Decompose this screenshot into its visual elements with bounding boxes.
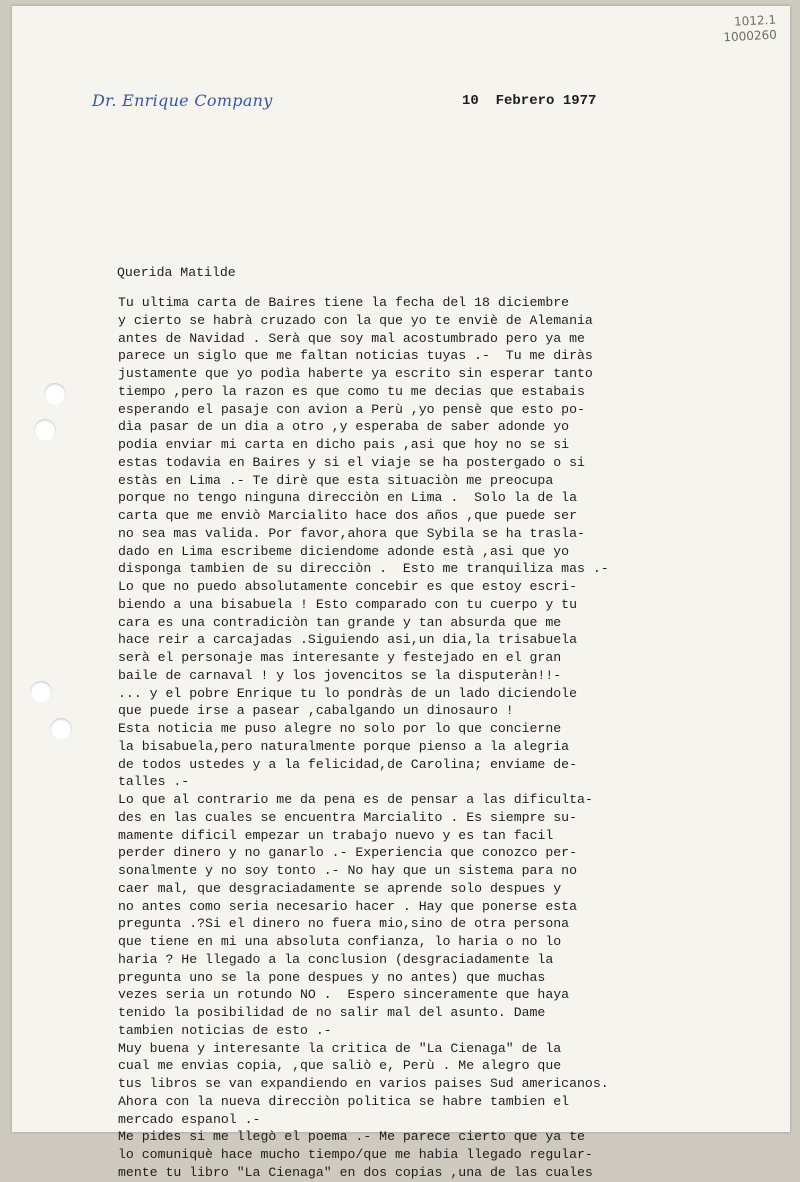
body-line: cara es una contradiciòn tan grande y tan absurda que me (118, 614, 562, 630)
body-line: Muy buena y interesante la critica de "La Cienaga" de la (118, 1040, 562, 1056)
body-line: Lo que no puedo absolutamente concebir es que estoy escri- (118, 579, 577, 594)
punch-hole (50, 718, 72, 740)
body-line: caer mal, que desgraciadamente se aprende solo despues y (118, 880, 562, 896)
body-line: dado en Lima escribeme diciendome adonde està ,asi que yo (118, 543, 570, 559)
body-line: justamente que yo podìa haberte ya escrito sin esperar tanto (118, 366, 593, 381)
body-line: sonalmente y no soy tonto .- No hay que un sistema para no (118, 863, 577, 878)
punch-hole (30, 681, 52, 703)
body-line: de todos ustedes y a la felicidad,de Carolina; enviame de- (118, 756, 577, 772)
body-line: hace reir a carcajadas .Siguiendo asi,un dia,la trisabuela (118, 632, 577, 648)
letter-body (118, 294, 790, 1182)
body-line: disponga tambien de su direcciòn . Esto me tranquiliza mas .- (118, 561, 609, 577)
body-line: haria ? He llegado a la conclusion (desgraciadamente la (118, 951, 554, 967)
body-line: y cierto se habrà cruzado con la que yo te enviè de Alemania (118, 312, 593, 328)
body-line: mamente dificil empezar un trabajo nuevo y es tan facil (118, 827, 554, 843)
salutation: Querida Matilde (117, 265, 236, 280)
body-line: mercado espanol .- (118, 1111, 261, 1127)
body-line: porque no tengo ninguna direcciòn en Lima . Solo la de la (118, 490, 577, 506)
letter-date: 10 Febrero 1977 (462, 93, 597, 109)
body-line: no sea mas valida. Por favor,ahora que Sybila se ha trasla- (118, 525, 585, 541)
body-line: lo comuniquè hace mucho tiempo/que me habia llegado regular- (118, 1147, 593, 1162)
body-line: dìa pasar de un dia a otro ,y esperaba de saber adonde yo (118, 419, 570, 435)
punch-hole (44, 383, 66, 405)
body-line: biendo a una bisabuela ! Esto comparado con tu cuerpo y tu (118, 596, 577, 612)
catalog-marks (722, 13, 777, 46)
body-line: no antes como seria necesario hacer . Hay que ponerse esta (118, 898, 577, 914)
body-line: mente tu libro "La Cienaga" en dos copias ,una de las cuales (118, 1164, 593, 1180)
body-line: esperando el pasaje con avion a Perù ,yo pensè que esto po- (118, 401, 585, 417)
body-line: tambien noticias de esto .- (118, 1022, 332, 1038)
body-line: parece un siglo que me faltan noticias tuyas .- Tu me diràs (118, 348, 593, 364)
body-line: podia enviar mi carta en dicho pais ,asi que hoy no se si (118, 437, 570, 452)
body-line: talles .- (118, 774, 190, 790)
body-line: estas todavia en Baires y si el viaje se ha postergado o si (118, 454, 585, 470)
body-line: carta que me enviò Marcialito hace dos años ,que puede ser (118, 508, 577, 523)
body-line: tus libros se van expandiendo en varios paises Sud americanos. (118, 1076, 609, 1091)
body-line: antes de Navidad . Serà que soy mal acostumbrado pero ya me (118, 330, 585, 346)
body-line: baile de carnaval ! y los jovencitos se la disputeràn!!- (118, 667, 562, 683)
body-line: que puede irse a pasear ,cabalgando un dinosauro ! (118, 703, 514, 719)
body-line: Esta noticia me puso alegre no solo por lo que concierne (118, 721, 562, 736)
body-line: Me pides si me llegò el poema .- Me parece cierto que ya te (118, 1129, 585, 1145)
body-line: cual me envias copia, ,que saliò e, Perù . Me alegro que (118, 1058, 562, 1074)
body-line: Tu ultima carta de Baires tiene la fecha del 18 diciembre (118, 295, 570, 310)
body-line: des en las cuales se encuentra Marcialito . Es siempre su- (118, 809, 577, 825)
body-line: pregunta .?Si el dinero no fuera mio,sino de otra persona (118, 916, 570, 932)
letter-page (12, 6, 790, 1180)
body-line: perder dinero y no ganarlo .- Experiencia que conozco per- (118, 845, 577, 861)
body-line: Lo que al contrario me da pena es de pensar a las dificulta- (118, 792, 593, 807)
catalog-mark: 1000260 (722, 27, 777, 45)
body-line: vezes seria un rotundo NO . Espero sinceramente que haya (118, 987, 570, 1003)
letterhead-name: Dr. Enrique Company (92, 91, 273, 110)
body-line: la bisabuela,pero naturalmente porque pienso a la alegria (118, 738, 570, 754)
body-line: que tiene en mi una absoluta confianza, lo haria o no lo (118, 934, 562, 949)
body-line: tenido la posibilidad de no salir mal del asunto. Dame (118, 1005, 546, 1020)
body-line: Ahora con la nueva direcciòn politica se habre tambien el (118, 1093, 570, 1109)
body-line: tiempo ,pero la razon es que como tu me decias que estabais (118, 383, 585, 399)
body-line: estàs en Lima .- Te dirè que esta situaciòn me preocupa (118, 472, 554, 488)
punch-hole (34, 419, 56, 441)
catalog-mark: 1012.1 (733, 12, 776, 29)
body-line: ... y el pobre Enrique tu lo pondràs de un lado diciendole (118, 685, 577, 701)
body-line: pregunta uno se la pone despues y no antes) que muchas (118, 969, 546, 985)
body-line: serà el personaje mas interesante y festejado en el gran (118, 650, 562, 665)
